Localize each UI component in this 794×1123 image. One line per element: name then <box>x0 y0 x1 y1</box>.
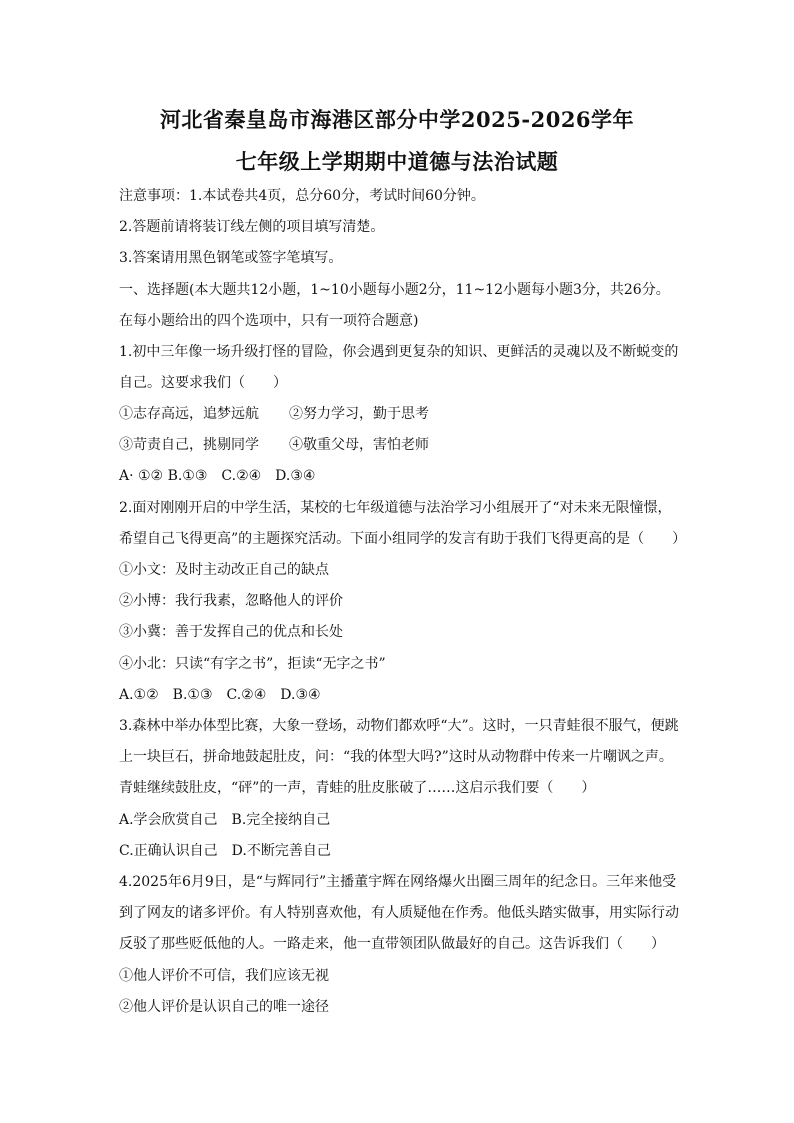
q1-choices: A· ①② B.①③ C.②④ D.③④ <box>119 468 316 484</box>
notes-line-1: 注意事项：1.本试卷共4页，总分60分，考试时间60分钟。 <box>119 188 485 204</box>
q1-items-row1 <box>119 405 429 423</box>
q4-stem-line2: 到了网友的诸多评价。有人特别喜欢他，有人质疑他在作秀。他低头踏实做事，用实际行动 <box>119 905 679 921</box>
section-heading-line1: 一、选择题(本大题共12小题，1~10小题每小题2分，11~12小题每小题3分，共26分。 <box>119 282 670 298</box>
q1-items-row2 <box>119 436 429 454</box>
exam-title-line1: 河北省秦皇岛市海港区部分中学2025-2026学年 <box>159 107 635 132</box>
q3-stem-line2: 上一块巨石，拼命地鼓起肚皮，问：“我的体型大吗?”这时从动物群中传来一片嘲讽之声。 <box>119 749 673 765</box>
q4-stem-line3: 反驳了那些贬低他的人。一路走来，他一直带领团队做最好的自己。这告诉我们（ ） <box>119 936 665 952</box>
q3-stem-line1: 3.森林中举办体型比赛，大象一登场，动物们都欢呼“大”。这时，一只青蛙很不服气，便跳 <box>119 718 679 734</box>
q3-choices-row2: C.正确认识自己 D.不断完善自己 <box>119 843 331 859</box>
q1-item-1: ①志存高远，追梦远航 <box>119 406 259 422</box>
q2-item-1: ①小文：及时主动改正自己的缺点 <box>119 562 329 578</box>
notes-line-2: 2.答题前请将装订线左侧的项目填写清楚。 <box>119 219 385 235</box>
q3-stem-line3: 青蛙继续鼓肚皮，“砰”的一声，青蛙的肚皮胀破了……这启示我们要（ ） <box>119 780 596 796</box>
exam-title-line2: 七年级上学期期中道德与法治试题 <box>235 149 559 174</box>
q4-stem-line1: 4.2025年6月9日，是“与辉同行”主播董宇辉在网络爆火出圈三周年的纪念日。三年来他受 <box>119 874 677 890</box>
q1-item-2: ②努力学习，勤于思考 <box>289 406 429 422</box>
q1-stem-line1: 1.初中三年像一场升级打怪的冒险，你会遇到更复杂的知识、更鲜活的灵魂以及不断蜕变的 <box>119 344 679 360</box>
q2-choices: A.①② B.①③ C.②④ D.③④ <box>119 687 321 703</box>
q2-item-4: ④小北：只读“有字之书”，拒读“无字之书” <box>119 656 386 672</box>
section-heading-line2: 在每小题给出的四个选项中，只有一项符合题意) <box>119 313 419 329</box>
q3-choices-row1: A.学会欣赏自己 B.完全接纳自己 <box>119 812 331 828</box>
q4-item-2: ②他人评价是认识自己的唯一途径 <box>119 999 329 1015</box>
q1-stem-line2: 自己。这要求我们（ ） <box>119 375 287 391</box>
q1-item-3: ③苛责自己，挑剔同学 <box>119 437 259 453</box>
q2-stem-line2: 希望自己飞得更高”的主题探究活动。下面小组同学的发言有助于我们飞得更高的是（ ） <box>119 531 687 547</box>
q2-stem-line1: 2.面对刚刚开启的中学生活，某校的七年级道德与法治学习小组展开了“对未来无限憧憬， <box>119 500 672 516</box>
q2-item-2: ②小博：我行我素，忽略他人的评价 <box>119 593 343 609</box>
q2-item-3: ③小冀：善于发挥自己的优点和长处 <box>119 624 343 640</box>
q1-item-4: ④敬重父母，害怕老师 <box>289 437 429 453</box>
q4-item-1: ①他人评价不可信，我们应该无视 <box>119 968 329 984</box>
notes-line-3: 3.答案请用黑色钢笔或签字笔填写。 <box>119 250 343 266</box>
